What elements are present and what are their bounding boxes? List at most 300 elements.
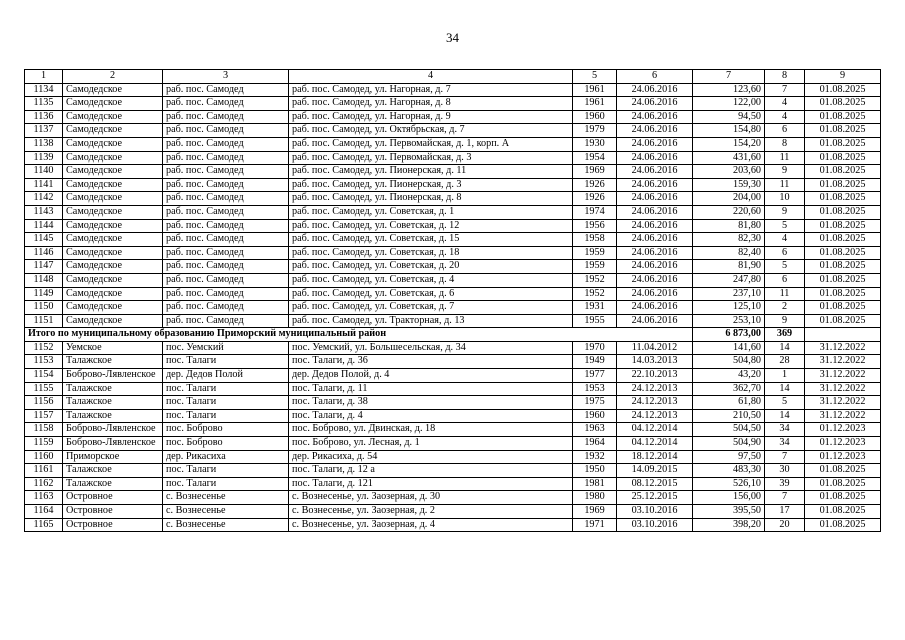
cell-residents: 14 xyxy=(765,409,805,423)
cell-address: пос. Уемский, ул. Большесельская, д. 34 xyxy=(289,341,573,355)
cell-row-number: 1137 xyxy=(25,124,63,138)
cell-build-year: 1969 xyxy=(573,165,617,179)
cell-deadline: 01.08.2025 xyxy=(805,287,881,301)
cell-residents: 9 xyxy=(765,165,805,179)
table-row xyxy=(25,396,881,410)
cell-municipality: Талажское xyxy=(63,477,163,491)
cell-address: пос. Талаги, д. 4 xyxy=(289,409,573,423)
cell-deadline: 01.12.2023 xyxy=(805,423,881,437)
cell-row-number: 1140 xyxy=(25,165,63,179)
cell-address: пос. Талаги, д. 36 xyxy=(289,355,573,369)
cell-settlement: с. Вознесенье xyxy=(163,505,289,519)
cell-row-number: 1153 xyxy=(25,355,63,369)
cell-build-year: 1961 xyxy=(573,83,617,97)
cell-build-year: 1979 xyxy=(573,124,617,138)
cell-address: пос. Талаги, д. 38 xyxy=(289,396,573,410)
cell-row-number: 1139 xyxy=(25,151,63,165)
cell-row-number: 1161 xyxy=(25,464,63,478)
cell-residents: 6 xyxy=(765,273,805,287)
cell-residents: 5 xyxy=(765,396,805,410)
cell-municipality: Самодедское xyxy=(63,205,163,219)
table-row xyxy=(25,450,881,464)
cell-settlement: раб. пос. Самодед xyxy=(163,83,289,97)
cell-build-year: 1954 xyxy=(573,151,617,165)
table-row xyxy=(25,382,881,396)
cell-area: 203,60 xyxy=(693,165,765,179)
cell-municipality: Боброво-Лявленское xyxy=(63,423,163,437)
cell-build-year: 1971 xyxy=(573,518,617,532)
cell-address: дер. Дедов Полой, д. 4 xyxy=(289,369,573,383)
column-header: 5 xyxy=(573,70,617,84)
cell-settlement: раб. пос. Самодед xyxy=(163,137,289,151)
total-label: Итого по муниципальному образованию Приморский муниципальный район xyxy=(25,328,693,342)
cell-recognition-date: 24.06.2016 xyxy=(617,205,693,219)
cell-residents: 5 xyxy=(765,219,805,233)
cell-area: 81,80 xyxy=(693,219,765,233)
cell-residents: 4 xyxy=(765,110,805,124)
cell-municipality: Самодедское xyxy=(63,233,163,247)
cell-area: 210,50 xyxy=(693,409,765,423)
cell-area: 61,80 xyxy=(693,396,765,410)
cell-build-year: 1959 xyxy=(573,260,617,274)
cell-area: 122,00 xyxy=(693,97,765,111)
cell-residents: 9 xyxy=(765,314,805,328)
cell-deadline: 31.12.2022 xyxy=(805,355,881,369)
cell-settlement: дер. Дедов Полой xyxy=(163,369,289,383)
cell-build-year: 1975 xyxy=(573,396,617,410)
cell-deadline: 31.12.2022 xyxy=(805,409,881,423)
cell-area: 97,50 xyxy=(693,450,765,464)
cell-residents: 11 xyxy=(765,178,805,192)
cell-settlement: раб. пос. Самодед xyxy=(163,151,289,165)
cell-deadline: 01.08.2025 xyxy=(805,518,881,532)
cell-row-number: 1152 xyxy=(25,341,63,355)
cell-settlement: раб. пос. Самодед xyxy=(163,110,289,124)
cell-row-number: 1164 xyxy=(25,505,63,519)
page-number: 34 xyxy=(446,30,459,45)
cell-deadline: 01.08.2025 xyxy=(805,97,881,111)
cell-municipality: Самодедское xyxy=(63,178,163,192)
cell-deadline: 01.08.2025 xyxy=(805,233,881,247)
column-header: 3 xyxy=(163,70,289,84)
cell-area: 247,80 xyxy=(693,273,765,287)
cell-address: раб. пос. Самодед, ул. Советская, д. 6 xyxy=(289,287,573,301)
table-row xyxy=(25,110,881,124)
cell-recognition-date: 04.12.2014 xyxy=(617,423,693,437)
column-header: 1 xyxy=(25,70,63,84)
cell-build-year: 1955 xyxy=(573,314,617,328)
column-header: 2 xyxy=(63,70,163,84)
table-row xyxy=(25,409,881,423)
cell-residents: 14 xyxy=(765,382,805,396)
cell-row-number: 1141 xyxy=(25,178,63,192)
cell-area: 82,40 xyxy=(693,246,765,260)
cell-address: раб. пос. Самодед, ул. Советская, д. 15 xyxy=(289,233,573,247)
cell-build-year: 1952 xyxy=(573,287,617,301)
total-count: 369 xyxy=(765,328,805,342)
column-header: 9 xyxy=(805,70,881,84)
cell-residents: 17 xyxy=(765,505,805,519)
cell-build-year: 1931 xyxy=(573,301,617,315)
cell-settlement: раб. пос. Самодед xyxy=(163,97,289,111)
total-area: 6 873,00 xyxy=(693,328,765,342)
cell-recognition-date: 03.10.2016 xyxy=(617,505,693,519)
table-row xyxy=(25,192,881,206)
cell-address: дер. Рикасиха, д. 54 xyxy=(289,450,573,464)
cell-municipality: Самодедское xyxy=(63,287,163,301)
cell-municipality: Талажское xyxy=(63,409,163,423)
cell-address: пос. Боброво, ул. Лесная, д. 1 xyxy=(289,437,573,451)
cell-area: 82,30 xyxy=(693,233,765,247)
cell-build-year: 1956 xyxy=(573,219,617,233)
cell-recognition-date: 24.06.2016 xyxy=(617,137,693,151)
cell-settlement: раб. пос. Самодед xyxy=(163,192,289,206)
cell-settlement: пос. Боброво xyxy=(163,437,289,451)
total-empty-cell xyxy=(805,328,881,342)
cell-deadline: 01.08.2025 xyxy=(805,110,881,124)
cell-area: 253,10 xyxy=(693,314,765,328)
cell-build-year: 1960 xyxy=(573,409,617,423)
cell-settlement: раб. пос. Самодед xyxy=(163,233,289,247)
cell-area: 94,50 xyxy=(693,110,765,124)
cell-settlement: пос. Талаги xyxy=(163,477,289,491)
cell-address: раб. пос. Самодед, ул. Советская, д. 20 xyxy=(289,260,573,274)
cell-recognition-date: 24.12.2013 xyxy=(617,382,693,396)
cell-row-number: 1146 xyxy=(25,246,63,260)
table-row xyxy=(25,355,881,369)
cell-residents: 11 xyxy=(765,151,805,165)
cell-recognition-date: 24.06.2016 xyxy=(617,178,693,192)
cell-build-year: 1974 xyxy=(573,205,617,219)
cell-deadline: 01.08.2025 xyxy=(805,246,881,260)
cell-settlement: раб. пос. Самодед xyxy=(163,287,289,301)
cell-area: 204,00 xyxy=(693,192,765,206)
cell-residents: 7 xyxy=(765,491,805,505)
cell-address: пос. Талаги, д. 12 а xyxy=(289,464,573,478)
cell-deadline: 31.12.2022 xyxy=(805,369,881,383)
cell-deadline: 01.08.2025 xyxy=(805,477,881,491)
cell-address: раб. пос. Самодед, ул. Пионерская, д. 8 xyxy=(289,192,573,206)
cell-settlement: дер. Рикасиха xyxy=(163,450,289,464)
cell-deadline: 01.08.2025 xyxy=(805,151,881,165)
cell-row-number: 1162 xyxy=(25,477,63,491)
cell-residents: 5 xyxy=(765,260,805,274)
cell-deadline: 31.12.2022 xyxy=(805,341,881,355)
cell-address: с. Вознесенье, ул. Заозерная, д. 4 xyxy=(289,518,573,532)
table-row xyxy=(25,219,881,233)
cell-residents: 4 xyxy=(765,233,805,247)
table-row xyxy=(25,464,881,478)
cell-recognition-date: 03.10.2016 xyxy=(617,518,693,532)
table-row xyxy=(25,287,881,301)
cell-build-year: 1977 xyxy=(573,369,617,383)
cell-build-year: 1960 xyxy=(573,110,617,124)
cell-build-year: 1926 xyxy=(573,178,617,192)
cell-address: раб. пос. Самодед, ул. Тракторная, д. 13 xyxy=(289,314,573,328)
cell-settlement: раб. пос. Самодед xyxy=(163,205,289,219)
cell-deadline: 01.08.2025 xyxy=(805,165,881,179)
cell-settlement: раб. пос. Самодед xyxy=(163,124,289,138)
cell-row-number: 1147 xyxy=(25,260,63,274)
cell-area: 504,50 xyxy=(693,423,765,437)
cell-municipality: Боброво-Лявленское xyxy=(63,437,163,451)
cell-address: пос. Талаги, д. 11 xyxy=(289,382,573,396)
cell-build-year: 1980 xyxy=(573,491,617,505)
cell-deadline: 01.08.2025 xyxy=(805,137,881,151)
cell-residents: 6 xyxy=(765,246,805,260)
cell-settlement: пос. Талаги xyxy=(163,382,289,396)
cell-settlement: раб. пос. Самодед xyxy=(163,301,289,315)
cell-residents: 8 xyxy=(765,137,805,151)
cell-municipality: Самодедское xyxy=(63,165,163,179)
cell-area: 43,20 xyxy=(693,369,765,383)
table-row xyxy=(25,260,881,274)
cell-recognition-date: 24.12.2013 xyxy=(617,409,693,423)
cell-build-year: 1953 xyxy=(573,382,617,396)
cell-municipality: Уемское xyxy=(63,341,163,355)
cell-settlement: раб. пос. Самодед xyxy=(163,165,289,179)
cell-recognition-date: 24.06.2016 xyxy=(617,233,693,247)
cell-row-number: 1156 xyxy=(25,396,63,410)
cell-residents: 34 xyxy=(765,437,805,451)
cell-municipality: Самодедское xyxy=(63,246,163,260)
cell-deadline: 01.12.2023 xyxy=(805,437,881,451)
cell-residents: 10 xyxy=(765,192,805,206)
cell-municipality: Талажское xyxy=(63,464,163,478)
table-row xyxy=(25,83,881,97)
cell-address: раб. пос. Самодед, ул. Пионерская, д. 3 xyxy=(289,178,573,192)
cell-build-year: 1930 xyxy=(573,137,617,151)
cell-area: 362,70 xyxy=(693,382,765,396)
cell-deadline: 01.08.2025 xyxy=(805,124,881,138)
cell-area: 159,30 xyxy=(693,178,765,192)
cell-residents: 34 xyxy=(765,423,805,437)
cell-area: 237,10 xyxy=(693,287,765,301)
cell-recognition-date: 24.12.2013 xyxy=(617,396,693,410)
cell-address: раб. пос. Самодед, ул. Советская, д. 12 xyxy=(289,219,573,233)
cell-address: с. Вознесенье, ул. Заозерная, д. 30 xyxy=(289,491,573,505)
table-row xyxy=(25,205,881,219)
cell-deadline: 01.08.2025 xyxy=(805,178,881,192)
cell-address: раб. пос. Самодед, ул. Нагорная, д. 9 xyxy=(289,110,573,124)
table-row xyxy=(25,314,881,328)
cell-municipality: Островное xyxy=(63,518,163,532)
cell-address: раб. пос. Самодед, ул. Советская, д. 4 xyxy=(289,273,573,287)
cell-municipality: Самодедское xyxy=(63,97,163,111)
table-row xyxy=(25,491,881,505)
cell-recognition-date: 24.06.2016 xyxy=(617,273,693,287)
cell-residents: 14 xyxy=(765,341,805,355)
cell-build-year: 1981 xyxy=(573,477,617,491)
cell-recognition-date: 25.12.2015 xyxy=(617,491,693,505)
cell-settlement: раб. пос. Самодед xyxy=(163,246,289,260)
cell-deadline: 01.12.2023 xyxy=(805,450,881,464)
cell-settlement: с. Вознесенье xyxy=(163,491,289,505)
cell-settlement: раб. пос. Самодед xyxy=(163,260,289,274)
cell-municipality: Самодедское xyxy=(63,124,163,138)
table-row xyxy=(25,233,881,247)
cell-recognition-date: 24.06.2016 xyxy=(617,165,693,179)
table-row xyxy=(25,137,881,151)
cell-settlement: пос. Талаги xyxy=(163,396,289,410)
cell-recognition-date: 24.06.2016 xyxy=(617,246,693,260)
cell-build-year: 1926 xyxy=(573,192,617,206)
cell-residents: 20 xyxy=(765,518,805,532)
cell-settlement: пос. Талаги xyxy=(163,355,289,369)
cell-residents: 9 xyxy=(765,205,805,219)
cell-row-number: 1155 xyxy=(25,382,63,396)
cell-municipality: Самодедское xyxy=(63,151,163,165)
cell-row-number: 1151 xyxy=(25,314,63,328)
cell-municipality: Самодедское xyxy=(63,273,163,287)
cell-settlement: пос. Талаги xyxy=(163,409,289,423)
cell-residents: 7 xyxy=(765,450,805,464)
cell-build-year: 1958 xyxy=(573,233,617,247)
cell-deadline: 01.08.2025 xyxy=(805,491,881,505)
cell-residents: 7 xyxy=(765,83,805,97)
cell-recognition-date: 11.04.2012 xyxy=(617,341,693,355)
cell-recognition-date: 24.06.2016 xyxy=(617,260,693,274)
cell-municipality: Самодедское xyxy=(63,110,163,124)
cell-deadline: 01.08.2025 xyxy=(805,301,881,315)
cell-build-year: 1932 xyxy=(573,450,617,464)
cell-recognition-date: 08.12.2015 xyxy=(617,477,693,491)
cell-municipality: Самодедское xyxy=(63,192,163,206)
cell-row-number: 1143 xyxy=(25,205,63,219)
cell-build-year: 1961 xyxy=(573,97,617,111)
cell-recognition-date: 24.06.2016 xyxy=(617,287,693,301)
cell-residents: 28 xyxy=(765,355,805,369)
cell-row-number: 1154 xyxy=(25,369,63,383)
cell-residents: 39 xyxy=(765,477,805,491)
table-row xyxy=(25,477,881,491)
cell-recognition-date: 24.06.2016 xyxy=(617,124,693,138)
cell-municipality: Боброво-Лявленское xyxy=(63,369,163,383)
cell-deadline: 01.08.2025 xyxy=(805,464,881,478)
cell-settlement: с. Вознесенье xyxy=(163,518,289,532)
cell-row-number: 1135 xyxy=(25,97,63,111)
cell-recognition-date: 22.10.2013 xyxy=(617,369,693,383)
column-header: 4 xyxy=(289,70,573,84)
cell-settlement: пос. Талаги xyxy=(163,464,289,478)
cell-municipality: Самодедское xyxy=(63,219,163,233)
cell-row-number: 1163 xyxy=(25,491,63,505)
cell-settlement: раб. пос. Самодед xyxy=(163,273,289,287)
column-header: 7 xyxy=(693,70,765,84)
table-body xyxy=(25,70,881,532)
cell-address: раб. пос. Самодед, ул. Первомайская, д. 1, корп. А xyxy=(289,137,573,151)
cell-row-number: 1149 xyxy=(25,287,63,301)
cell-municipality: Самодедское xyxy=(63,137,163,151)
cell-area: 504,90 xyxy=(693,437,765,451)
cell-build-year: 1959 xyxy=(573,246,617,260)
cell-area: 431,60 xyxy=(693,151,765,165)
cell-address: с. Вознесенье, ул. Заозерная, д. 2 xyxy=(289,505,573,519)
cell-row-number: 1159 xyxy=(25,437,63,451)
table-row xyxy=(25,178,881,192)
total-row xyxy=(25,328,881,342)
cell-residents: 2 xyxy=(765,301,805,315)
cell-municipality: Островное xyxy=(63,491,163,505)
cell-address: раб. пос. Самодед, ул. Советская, д. 18 xyxy=(289,246,573,260)
cell-area: 526,10 xyxy=(693,477,765,491)
cell-address: раб. пос. Самодед, ул. Нагорная, д. 8 xyxy=(289,97,573,111)
cell-row-number: 1158 xyxy=(25,423,63,437)
cell-address: раб. пос. Самодед, ул. Первомайская, д. 3 xyxy=(289,151,573,165)
cell-recognition-date: 14.09.2015 xyxy=(617,464,693,478)
cell-row-number: 1142 xyxy=(25,192,63,206)
table-row xyxy=(25,369,881,383)
cell-recognition-date: 04.12.2014 xyxy=(617,437,693,451)
cell-row-number: 1150 xyxy=(25,301,63,315)
cell-recognition-date: 24.06.2016 xyxy=(617,192,693,206)
cell-municipality: Талажское xyxy=(63,355,163,369)
cell-deadline: 01.08.2025 xyxy=(805,219,881,233)
column-header: 6 xyxy=(617,70,693,84)
cell-municipality: Приморское xyxy=(63,450,163,464)
cell-area: 81,90 xyxy=(693,260,765,274)
cell-municipality: Самодедское xyxy=(63,260,163,274)
cell-area: 398,20 xyxy=(693,518,765,532)
cell-recognition-date: 24.06.2016 xyxy=(617,97,693,111)
cell-row-number: 1145 xyxy=(25,233,63,247)
cell-municipality: Талажское xyxy=(63,396,163,410)
cell-recognition-date: 14.03.2013 xyxy=(617,355,693,369)
cell-row-number: 1144 xyxy=(25,219,63,233)
cell-area: 123,60 xyxy=(693,83,765,97)
cell-row-number: 1134 xyxy=(25,83,63,97)
cell-recognition-date: 24.06.2016 xyxy=(617,301,693,315)
cell-municipality: Самодедское xyxy=(63,314,163,328)
cell-row-number: 1148 xyxy=(25,273,63,287)
cell-build-year: 1952 xyxy=(573,273,617,287)
table-row xyxy=(25,246,881,260)
cell-deadline: 01.08.2025 xyxy=(805,83,881,97)
cell-deadline: 01.08.2025 xyxy=(805,205,881,219)
cell-build-year: 1963 xyxy=(573,423,617,437)
cell-row-number: 1136 xyxy=(25,110,63,124)
cell-municipality: Талажское xyxy=(63,382,163,396)
cell-build-year: 1949 xyxy=(573,355,617,369)
column-header: 8 xyxy=(765,70,805,84)
cell-address: пос. Талаги, д. 121 xyxy=(289,477,573,491)
cell-build-year: 1970 xyxy=(573,341,617,355)
table-row xyxy=(25,165,881,179)
cell-area: 395,50 xyxy=(693,505,765,519)
cell-area: 154,20 xyxy=(693,137,765,151)
cell-residents: 6 xyxy=(765,124,805,138)
cell-area: 125,10 xyxy=(693,301,765,315)
cell-build-year: 1950 xyxy=(573,464,617,478)
table-row xyxy=(25,97,881,111)
cell-settlement: раб. пос. Самодед xyxy=(163,314,289,328)
cell-address: раб. пос. Самодед, ул. Пионерская, д. 11 xyxy=(289,165,573,179)
cell-municipality: Островное xyxy=(63,505,163,519)
column-number-row xyxy=(25,70,881,84)
cell-recognition-date: 18.12.2014 xyxy=(617,450,693,464)
cell-area: 220,60 xyxy=(693,205,765,219)
table-row xyxy=(25,341,881,355)
cell-deadline: 31.12.2022 xyxy=(805,382,881,396)
table-row xyxy=(25,518,881,532)
cell-settlement: пос. Уемский xyxy=(163,341,289,355)
cell-area: 154,80 xyxy=(693,124,765,138)
cell-build-year: 1964 xyxy=(573,437,617,451)
table-row xyxy=(25,423,881,437)
cell-residents: 11 xyxy=(765,287,805,301)
cell-settlement: раб. пос. Самодед xyxy=(163,178,289,192)
cell-area: 483,30 xyxy=(693,464,765,478)
